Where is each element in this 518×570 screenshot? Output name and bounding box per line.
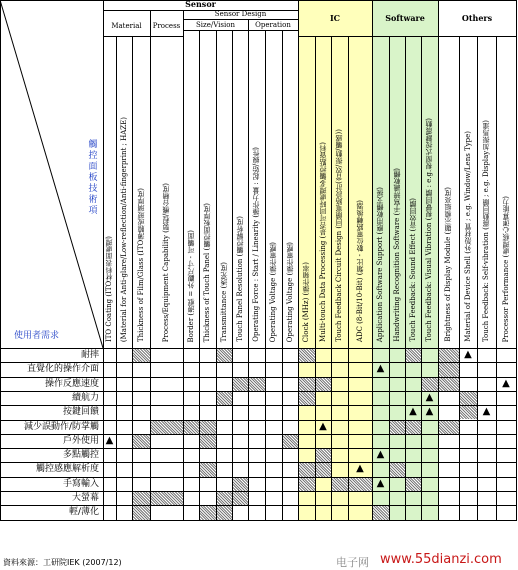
group-others: Others <box>461 13 493 23</box>
cell-triangle-icon: ▲ <box>376 449 385 461</box>
subgroup-sensor-design: Sensor Design <box>214 10 267 18</box>
column-header-label: Touch Feedback Circuit Design (回饋電路設計(音效/振動/觸感)) <box>335 129 343 342</box>
cell-hatched <box>233 478 248 491</box>
row-label: 輕/薄化 <box>68 507 99 518</box>
cell-hatched <box>217 392 232 405</box>
column-header-cell <box>331 37 348 345</box>
column-header-label: Touch Feedback: Self-vibration (震動回饋 ; e.g. Display加振馬達) <box>482 119 490 342</box>
cell-triangle-icon: ▲ <box>425 406 434 418</box>
column-header-label: Handwriting Recognition Software (手寫辨識軟體) <box>392 168 401 342</box>
cell-hatched <box>283 435 298 448</box>
cell-hatched <box>151 421 183 434</box>
cell-hatched <box>133 506 150 519</box>
column-header-label: Process/Equipment Capability (製程/機台精度) <box>162 182 170 342</box>
column-header-cell <box>103 37 116 345</box>
cell-hatched <box>299 463 315 476</box>
group-software: Software <box>385 13 425 23</box>
cell-hatched <box>217 506 232 519</box>
column-header-cell <box>232 37 248 345</box>
cell-hatched <box>299 392 315 405</box>
source-note: 資料來源：工研院IEK (2007/12) <box>3 558 122 567</box>
column-header-label: Application Software Support (應用軟體支援) <box>376 186 384 342</box>
cell-hatched <box>460 406 477 419</box>
column-header-cell <box>496 37 516 345</box>
column-header-cell <box>216 37 232 345</box>
row-label: 大螢幕 <box>71 493 99 503</box>
column-header-cell <box>282 37 298 345</box>
cell-hatched <box>406 349 421 362</box>
header-bottom-line <box>103 348 516 349</box>
subgroup-size-vision: Size/Vision <box>196 21 235 29</box>
column-header-label: (Material for Anti-glare/Low-reflection/Anti-fingerprint ; HAZE) <box>119 116 128 342</box>
cell-hatched <box>390 463 405 476</box>
row-label: 耐摔 <box>80 350 99 360</box>
column-header-cell <box>298 37 315 345</box>
cell-triangle-icon: ▲ <box>376 363 385 375</box>
column-header-cell <box>459 37 477 345</box>
cell-hatched <box>439 349 459 362</box>
cell-hatched <box>200 506 216 519</box>
cell-triangle-icon: ▲ <box>482 406 491 418</box>
watermark-cn: 电子网 <box>336 556 369 569</box>
column-header-cell <box>372 37 389 345</box>
cell-hatched <box>299 349 315 362</box>
column-header-cell <box>116 37 132 345</box>
watermark-url: www.55dianzi.com <box>380 552 502 567</box>
column-divider <box>516 36 517 520</box>
column-header-cell <box>315 37 331 345</box>
column-header-label: Thickness of Touch Panel (觸控面板厚度) <box>203 202 211 342</box>
cell-hatched <box>332 478 348 491</box>
cell-hatched <box>316 463 331 476</box>
cell-triangle-icon: ▲ <box>409 406 417 418</box>
cell-triangle-icon: ▲ <box>502 377 510 389</box>
cell-hatched <box>233 378 248 391</box>
cell-triangle-icon: ▲ <box>425 391 434 403</box>
column-header-cell <box>389 37 405 345</box>
column-header-cell <box>199 37 216 345</box>
cell-hatched <box>439 378 459 391</box>
cell-hatched <box>200 421 216 434</box>
cell-hatched <box>133 435 150 448</box>
column-header-label: Operating Force : Start / Linearity (操作力量 : 起始/線性) <box>252 147 260 342</box>
cell-hatched <box>406 478 421 491</box>
row-label: 操作反應速度 <box>44 378 99 389</box>
column-header-cell <box>438 37 459 345</box>
column-header-cell <box>132 37 150 345</box>
subgroup-operation: Operation <box>255 21 291 29</box>
row-label: 戶外使用 <box>62 435 99 446</box>
row-label: 手寫輸入 <box>62 478 99 489</box>
column-header-cell <box>150 37 183 345</box>
row-label: 減少誤動作/防掌觸 <box>23 421 99 432</box>
cell-hatched <box>390 421 405 434</box>
row-label: 直覺化的操作介面 <box>26 364 99 375</box>
row-label: 觸控感應解析度 <box>35 464 99 475</box>
column-header-cell <box>421 37 438 345</box>
corner-user-label: 使用者需求 <box>14 331 60 341</box>
cell-hatched <box>249 378 265 391</box>
column-header-label: Touch Panel Resolution (觸控解析度) <box>235 216 244 342</box>
cell-triangle-icon: ▲ <box>319 420 327 432</box>
subgroup-process: Process <box>152 22 181 30</box>
cell-hatched <box>316 449 331 462</box>
column-header-cell <box>265 37 282 345</box>
cell-hatched <box>217 492 232 505</box>
cell-hatched <box>133 492 150 505</box>
column-header-label: Processor Performance (處理核心運算能力) <box>501 195 510 342</box>
column-header-cell <box>248 37 265 345</box>
sensor-design-sub-underline <box>183 30 298 31</box>
cell-hatched <box>217 349 232 362</box>
table-border-bottom <box>0 520 517 521</box>
column-header-label: Operating Voltage (操作電壓) <box>269 241 277 342</box>
column-header-label: Material of Device Shell (外殼材質 ; e.g. Window/Lens Type) <box>463 131 472 342</box>
cell-hatched <box>422 378 438 391</box>
cell-triangle-icon: ▲ <box>464 349 472 360</box>
column-header-cell <box>183 37 199 345</box>
cell-hatched <box>439 363 459 376</box>
cell-hatched <box>133 349 150 362</box>
cell-hatched <box>349 478 372 491</box>
column-header-label: Touch Feedback: Visual Vibration (視覺回饋 : e.g.視窗式按鍵震動) <box>425 118 433 342</box>
cell-hatched <box>184 421 199 434</box>
cell-triangle-icon: ▲ <box>376 477 385 489</box>
column-header-label: Transmittance (透光度) <box>219 261 228 342</box>
group-ic: IC <box>329 13 341 23</box>
cell-hatched <box>233 492 248 505</box>
cell-hatched <box>460 392 477 405</box>
cell-triangle-icon: ▲ <box>105 434 114 446</box>
cell-hatched <box>200 463 216 476</box>
row-label: 多點觸控 <box>62 450 99 461</box>
row-label: 按鍵回饋 <box>62 407 99 418</box>
cell-hatched <box>299 378 315 391</box>
column-header-label: Brightness of Display Module (顯示模組亮度) <box>444 187 452 342</box>
cell-hatched <box>439 421 459 434</box>
cell-hatched <box>200 435 216 448</box>
column-header-cell <box>348 37 372 345</box>
column-header-label: Touch Feedback: Sound Effect (音效回饋) <box>408 198 417 342</box>
cell-hatched <box>316 378 331 391</box>
column-header-label: ITO Coating (ITO材料表面處理) <box>105 235 113 342</box>
cell-hatched <box>299 478 315 491</box>
sensor-design-underline <box>183 19 298 20</box>
group-sensor: Sensor <box>185 0 216 9</box>
column-header-label: ADC (8-Bit/10-Bit) (類比 - 數位電路轉換器) <box>355 199 364 342</box>
column-header-cell <box>405 37 421 345</box>
subgroup-material: Material <box>111 22 142 30</box>
column-header-label: Clock (MHz) (操作頻率) <box>302 261 310 342</box>
corner-tech-label: 觸控面板技術項 <box>88 140 98 216</box>
column-header-cell <box>477 37 496 345</box>
cell-triangle-icon: ▲ <box>356 463 364 475</box>
cell-hatched <box>151 492 183 505</box>
row-label: 續航力 <box>71 392 99 403</box>
cell-hatched <box>406 421 421 434</box>
column-header-label: Operating Voltage (操作電壓) <box>285 241 294 342</box>
column-header-label: Multi-touch Data Processing (是否可同時處理多觸控點資料) <box>318 142 327 342</box>
cell-hatched <box>373 506 389 519</box>
column-header-label: Thickness of Film/Glass (ITO薄膜或玻璃厚度) <box>136 187 145 342</box>
column-header-label: Border (邊框 = 外觀尺寸 - 可觸面) <box>186 229 195 342</box>
